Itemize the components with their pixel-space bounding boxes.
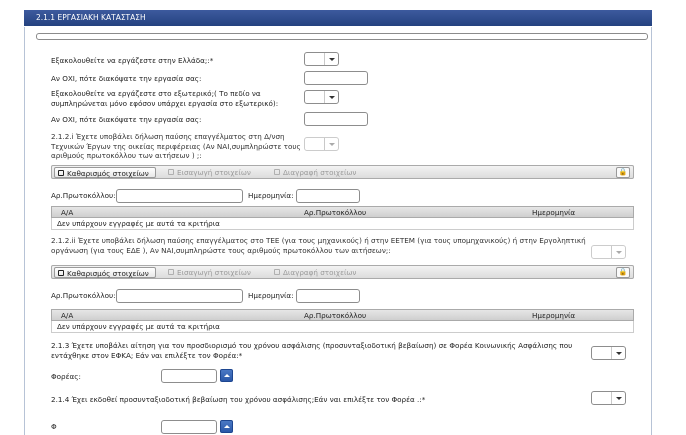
delete-data-label: Διαγραφή στοιχείων	[283, 168, 357, 177]
protocol-input-2[interactable]	[116, 289, 243, 303]
date-input-2[interactable]	[296, 289, 360, 303]
question-insurance-certificate-request-line2: εντάχθηκε στον ΕΦΚΑ; Εάν ναι επιλέξτε τον Φορέα:*	[51, 350, 243, 360]
foreas-lookup-button-2[interactable]	[220, 420, 233, 433]
chevron-down-icon	[611, 347, 625, 359]
cessation-tee-select[interactable]	[591, 245, 626, 259]
clear-data-label: Καθαρισμός στοιχείων	[67, 169, 149, 178]
question-cessation-technical-works-line3: αριθμούς πρωτοκόλλου των αιτήσεων ) ;:	[51, 151, 202, 160]
protocol-grid-empty-1: Δεν υπάρχουν εγγραφές με αυτά τα κριτήρια	[51, 218, 634, 230]
foreas-input-2[interactable]	[161, 420, 217, 434]
foreas-label-2: Φ	[51, 422, 57, 431]
delete-data-label-2: Διαγραφή στοιχείων	[283, 268, 357, 277]
insert-data-label-2: Εισαγωγή στοιχείων	[177, 268, 251, 277]
work-abroad-select[interactable]	[304, 90, 339, 104]
chevron-down-icon	[324, 91, 338, 103]
protocol-grid-header-1	[51, 206, 634, 218]
question-insurance-certificate-request	[51, 341, 572, 360]
question-stop-date-abroad: Αν ΟΧΙ, πότε διακόψατε την εργασία σας:	[51, 115, 202, 124]
insert-data-button[interactable]	[165, 167, 257, 178]
question-cessation-tee-line1: 2.1.2.ii Έχετε υποβάλει δήλωση παύσης επαγγέλματος στο ΤΕΕ (για τους μηχανικούς) ή στην ΕΕΤΕΜ (για τους υπομηχανικούς) ή στην Εργοληπτική	[51, 236, 586, 245]
insert-data-button-2[interactable]	[165, 267, 257, 278]
protocol-label: Αρ.Πρωτοκόλλου:	[51, 191, 116, 200]
column-date-2[interactable]: Ημερομηνία	[532, 311, 576, 320]
protocol-toolbar-2	[51, 265, 634, 279]
cessation-technical-works-select[interactable]	[304, 137, 339, 151]
clear-data-label-2: Καθαρισμός στοιχείων	[67, 269, 149, 278]
protocol-label-2: Αρ.Πρωτοκόλλου:	[51, 291, 116, 300]
delete-data-button[interactable]	[271, 167, 362, 178]
chevron-down-icon	[324, 138, 338, 150]
insert-icon	[168, 169, 174, 175]
protocol-input-1[interactable]	[116, 189, 243, 203]
work-greece-select[interactable]	[304, 52, 339, 66]
column-protocol[interactable]: Αρ.Πρωτοκόλλου	[304, 208, 367, 217]
question-cessation-technical-works	[51, 132, 301, 161]
delete-data-button-2[interactable]	[271, 267, 362, 278]
clear-icon	[58, 270, 64, 276]
chevron-down-icon	[611, 246, 625, 258]
question-work-abroad-line1: Εξακολουθείτε να εργάζεστε στο εξωτερικό;( Το πεδίο να	[51, 89, 261, 98]
protocol-grid-header-2	[51, 309, 634, 321]
clear-data-button-2[interactable]	[54, 267, 156, 278]
question-insurance-certificate-request-line1: 2.1.3 Έχετε υποβάλει αίτηση για τον προσδιορισμό του χρόνου ασφάλισης (προσυνταξιοδοτική βεβαίωση) σε Φορέα Κοινωνικής Ασφάλισης που	[51, 341, 573, 350]
question-cessation-tee-line2: οργάνωση (για τους ΕΔΕ ), Αν ΝΑΙ,συμπληρώστε τους αριθμούς πρωτοκόλλου των αιτήσεων;:	[51, 245, 391, 255]
column-aa-2[interactable]: Α/Α	[61, 311, 74, 320]
stop-date-abroad-input[interactable]	[304, 112, 368, 126]
lock-icon[interactable]: 🔒	[616, 167, 630, 178]
question-stop-date-greece: Αν ΟΧΙ, πότε διακόψατε την εργασία σας:	[51, 74, 202, 83]
question-cessation-tee	[51, 236, 586, 255]
date-input-1[interactable]	[296, 189, 360, 203]
foreas-label: Φορέας:	[51, 372, 81, 381]
foreas-input[interactable]	[161, 369, 217, 383]
column-date[interactable]: Ημερομηνία	[532, 208, 576, 217]
question-work-abroad	[51, 89, 278, 108]
clear-data-button[interactable]	[54, 167, 156, 178]
panel-top-frame	[36, 33, 648, 40]
foreas-lookup-button[interactable]	[220, 369, 233, 382]
section-title: 2.1.1 ΕΡΓΑΣΙΑΚΗ ΚΑΤΑΣΤΑΣΗ	[36, 13, 146, 22]
insert-icon	[168, 269, 174, 275]
protocol-toolbar-1	[51, 165, 634, 179]
chevron-down-icon	[611, 392, 625, 404]
question-cessation-technical-works-line1: 2.1.2.i Έχετε υποβάλει δήλωση παύσης επαγγέλματος στη Δ/νση	[51, 132, 285, 141]
column-aa[interactable]: Α/Α	[61, 208, 74, 217]
delete-icon	[274, 169, 280, 175]
delete-icon	[274, 269, 280, 275]
chevron-down-icon	[324, 53, 338, 65]
column-protocol-2[interactable]: Αρ.Πρωτοκόλλου	[304, 311, 367, 320]
question-work-abroad-line2: συμπληρώνεται μόνο εφόσον υπάρχει εργασία στο εξωτερικό):	[51, 98, 279, 108]
insurance-request-select[interactable]	[591, 346, 626, 360]
section-header	[24, 10, 652, 26]
question-work-greece: Εξακολουθείτε να εργάζεστε στην Ελλάδα;:*	[51, 56, 214, 65]
protocol-grid-empty-2: Δεν υπάρχουν εγγραφές με αυτά τα κριτήρια	[51, 321, 634, 333]
lock-icon[interactable]: 🔒	[616, 267, 630, 278]
question-cessation-technical-works-line2: Τεχνικών Έργων της οικείας περιφέρειας (Αν ΝΑΙ,συμπληρώστε τους	[51, 141, 301, 151]
question-insurance-certificate-issued: 2.1.4 Έχει εκδοθεί προσυνταξιοδοτική βεβαίωση του χρόνου ασφάλισης;Εάν ναι επιλέξτε τον Φορέα .:*	[51, 395, 426, 404]
date-label: Ημερομηνία:	[248, 191, 294, 200]
insurance-issued-select[interactable]	[591, 391, 626, 405]
stop-date-greece-input[interactable]	[304, 71, 368, 85]
clear-icon	[58, 170, 64, 176]
insert-data-label: Εισαγωγή στοιχείων	[177, 168, 251, 177]
date-label-2: Ημερομηνία:	[248, 291, 294, 300]
